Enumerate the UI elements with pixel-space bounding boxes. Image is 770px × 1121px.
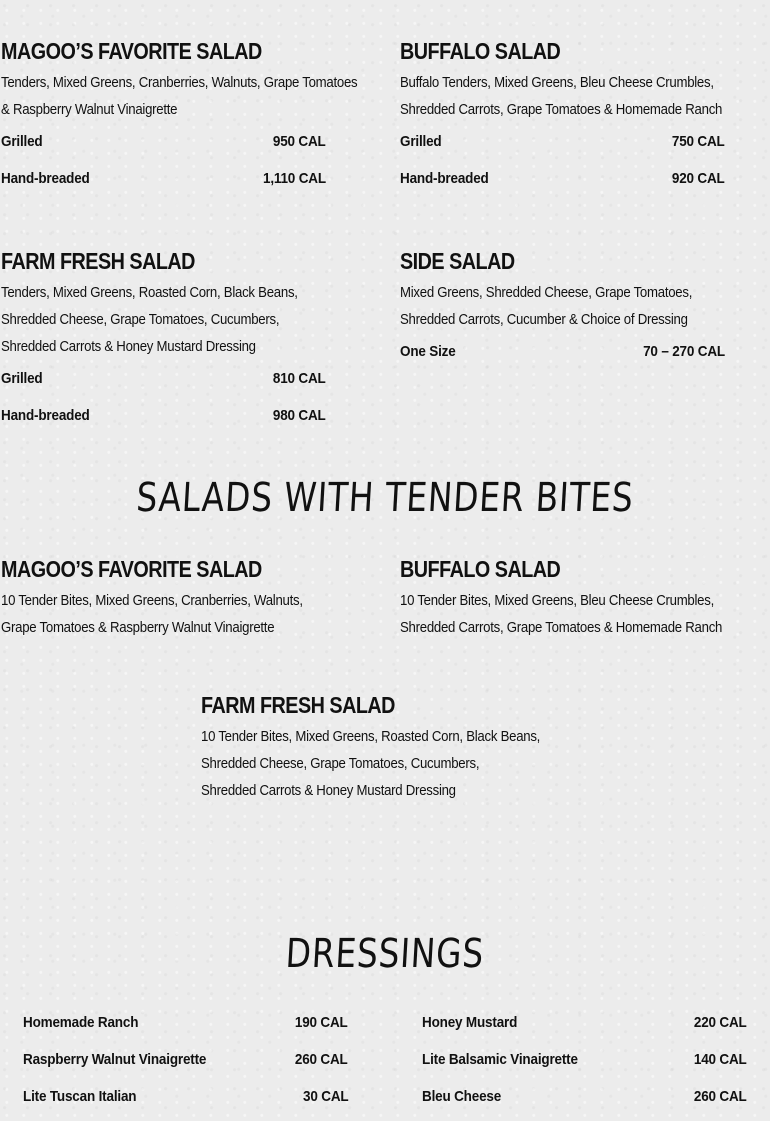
section-title-dressings: DRESSINGS	[284, 931, 486, 977]
dressings-column-left	[23, 1004, 348, 1115]
dressing-row	[23, 1078, 348, 1115]
option-label: Hand-breaded	[1, 170, 90, 187]
item-description: Shredded Carrots, Grape Tomatoes & Homemade Ranch	[400, 619, 723, 636]
item-title: MAGOO’S FAVORITE SALAD	[1, 38, 262, 64]
item-description: Shredded Cheese, Grape Tomatoes, Cucumbers,	[201, 755, 480, 772]
dressing-name: Homemade Ranch	[23, 1014, 139, 1031]
dressings-column-right	[422, 1004, 747, 1115]
dressing-name: Raspberry Walnut Vinaigrette	[23, 1051, 207, 1068]
calorie-value: 1,110 CAL	[263, 170, 326, 187]
option-label: Hand-breaded	[400, 170, 489, 187]
item-description: 10 Tender Bites, Mixed Greens, Roasted Corn, Black Beans,	[201, 728, 541, 745]
size-option	[1, 123, 326, 160]
dressing-row	[422, 1078, 747, 1115]
calorie-value: 810 CAL	[273, 370, 326, 387]
option-label: One Size	[400, 343, 456, 360]
item-description: Shredded Cheese, Grape Tomatoes, Cucumbers,	[1, 311, 280, 328]
section-title-tender-bites: SALADS WITH TENDER BITES	[135, 475, 635, 521]
calorie-value: 260 CAL	[694, 1088, 747, 1105]
calorie-value: 920 CAL	[672, 170, 725, 187]
item-description: 10 Tender Bites, Mixed Greens, Cranberries, Walnuts,	[1, 592, 303, 609]
item-description: Shredded Carrots & Honey Mustard Dressing	[1, 338, 256, 355]
item-description: Shredded Carrots, Cucumber & Choice of Dressing	[400, 311, 688, 328]
calorie-value: 750 CAL	[672, 133, 725, 150]
item-description: Buffalo Tenders, Mixed Greens, Bleu Cheese Crumbles,	[400, 74, 714, 91]
item-description: Tenders, Mixed Greens, Roasted Corn, Black Beans,	[1, 284, 298, 301]
size-option	[1, 397, 326, 434]
option-label: Hand-breaded	[1, 407, 90, 424]
dressing-name: Honey Mustard	[422, 1014, 518, 1031]
size-options	[1, 360, 326, 434]
salad-magoos-favorite	[1, 36, 358, 197]
calorie-value: 70 – 270 CAL	[643, 343, 725, 360]
item-title: BUFFALO SALAD	[400, 556, 561, 582]
tender-bites-farm-fresh	[201, 690, 581, 804]
salad-side	[400, 246, 725, 370]
item-title: SIDE SALAD	[400, 248, 515, 274]
calorie-value: 980 CAL	[273, 407, 326, 424]
calorie-value: 140 CAL	[694, 1051, 747, 1068]
item-title: FARM FRESH SALAD	[201, 692, 395, 718]
item-title: BUFFALO SALAD	[400, 38, 561, 64]
item-description: Grape Tomatoes & Raspberry Walnut Vinaigrette	[1, 619, 275, 636]
calorie-value: 260 CAL	[295, 1051, 348, 1068]
item-description: Shredded Carrots & Honey Mustard Dressing	[201, 782, 456, 799]
size-options	[400, 123, 725, 197]
size-options	[400, 333, 725, 370]
option-label: Grilled	[400, 133, 442, 150]
item-description: Tenders, Mixed Greens, Cranberries, Walnuts, Grape Tomatoes	[1, 74, 358, 91]
size-options	[1, 123, 326, 197]
calorie-value: 220 CAL	[694, 1014, 747, 1031]
calorie-value: 190 CAL	[295, 1014, 348, 1031]
item-description: Shredded Carrots, Grape Tomatoes & Homemade Ranch	[400, 101, 723, 118]
item-description: Mixed Greens, Shredded Cheese, Grape Tomatoes,	[400, 284, 693, 301]
item-description: & Raspberry Walnut Vinaigrette	[1, 101, 178, 118]
size-option	[1, 360, 326, 397]
option-label: Grilled	[1, 133, 43, 150]
size-option	[400, 160, 725, 197]
item-title: MAGOO’S FAVORITE SALAD	[1, 556, 262, 582]
item-description: 10 Tender Bites, Mixed Greens, Bleu Cheese Crumbles,	[400, 592, 714, 609]
salad-buffalo	[400, 36, 725, 197]
item-title: FARM FRESH SALAD	[1, 248, 195, 274]
dressing-row	[422, 1041, 747, 1078]
dressing-row	[23, 1004, 348, 1041]
dressing-row	[23, 1041, 348, 1078]
dressing-row	[422, 1004, 747, 1041]
dressing-name: Bleu Cheese	[422, 1088, 502, 1105]
calorie-value: 30 CAL	[302, 1088, 348, 1105]
size-option	[400, 333, 725, 370]
size-option	[400, 123, 725, 160]
dressing-name: Lite Tuscan Italian	[23, 1088, 137, 1105]
dressing-name: Lite Balsamic Vinaigrette	[422, 1051, 578, 1068]
tender-bites-buffalo	[400, 554, 760, 641]
option-label: Grilled	[1, 370, 43, 387]
tender-bites-magoos-favorite	[1, 554, 361, 641]
size-option	[1, 160, 326, 197]
salad-farm-fresh	[1, 246, 326, 434]
calorie-value: 950 CAL	[273, 133, 326, 150]
